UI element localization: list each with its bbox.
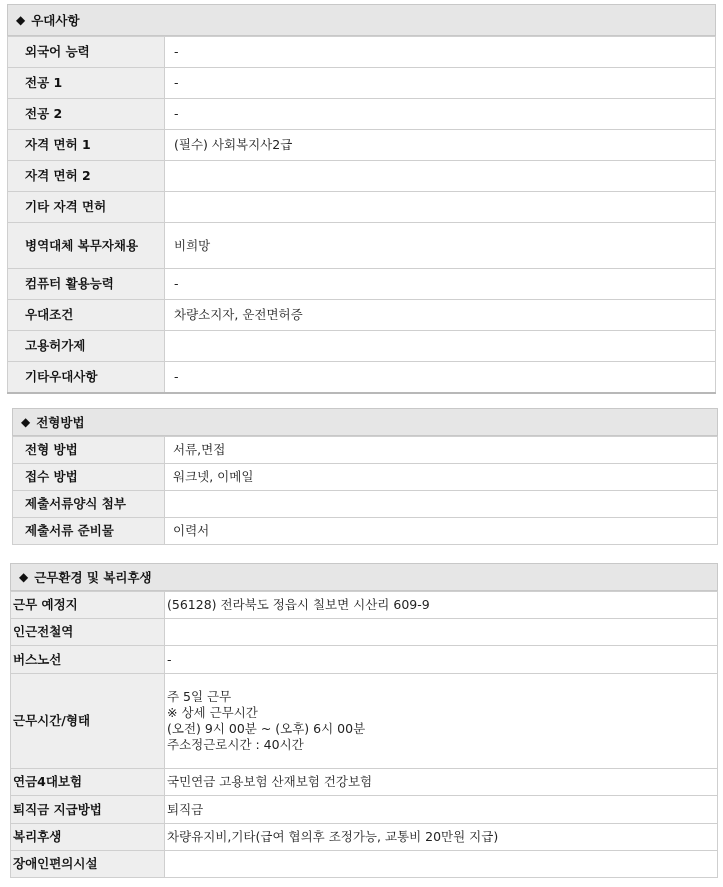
row-value: (필수) 사회복지사2급 — [165, 130, 716, 161]
row-label: 자격 면허 2 — [8, 161, 165, 192]
work-hours-line: 주소정근로시간 : 40시간 — [167, 737, 304, 752]
row-value — [165, 161, 716, 192]
row-label: 전공 1 — [8, 68, 165, 99]
work-hours-line: (오전) 9시 00분 ~ (오후) 6시 00분 — [167, 721, 366, 736]
row-label: 우대조건 — [8, 300, 165, 331]
table-row — [11, 796, 718, 824]
row-value — [165, 619, 718, 646]
table-row — [11, 619, 718, 646]
row-value — [165, 331, 716, 362]
row-value: - — [165, 99, 716, 130]
work-hours-line: ※ 상세 근무시간 — [167, 705, 258, 720]
row-label: 퇴직금 지급방법 — [11, 796, 165, 824]
row-label: 컴퓨터 활용능력 — [8, 269, 165, 300]
row-label: 접수 방법 — [13, 464, 165, 491]
table-row — [11, 646, 718, 674]
table-row — [8, 331, 716, 362]
work-environment-title: 근무환경 및 복리후생 — [34, 570, 152, 585]
table-row — [11, 592, 718, 619]
row-value: 차량유지비,기타(급여 협의후 조정가능, 교통비 20만원 지급) — [165, 824, 718, 851]
row-label: 병역대체 복무자채용 — [8, 223, 165, 269]
table-row — [13, 437, 718, 464]
row-value: 비희망 — [165, 223, 716, 269]
preferences-header — [7, 4, 716, 36]
row-label: 고용허가제 — [8, 331, 165, 362]
row-value — [165, 491, 718, 518]
table-row — [11, 674, 718, 769]
table-row — [8, 223, 716, 269]
table-row — [8, 161, 716, 192]
table-row — [8, 99, 716, 130]
row-value: - — [165, 646, 718, 674]
row-label: 기타우대사항 — [8, 362, 165, 393]
preferences-section — [7, 4, 716, 394]
row-value: - — [165, 269, 716, 300]
preferences-table — [7, 36, 716, 394]
row-value — [165, 851, 718, 878]
row-label: 복리후생 — [11, 824, 165, 851]
row-value: - — [165, 37, 716, 68]
row-label: 자격 면허 1 — [8, 130, 165, 161]
row-value: 이력서 — [165, 518, 718, 545]
row-label: 외국어 능력 — [8, 37, 165, 68]
preferences-title: 우대사항 — [31, 13, 80, 28]
row-value: 서류,면접 — [165, 437, 718, 464]
table-row — [8, 37, 716, 68]
row-value — [165, 192, 716, 223]
table-row — [11, 824, 718, 851]
table-row — [13, 491, 718, 518]
table-row — [11, 851, 718, 878]
row-label: 제출서류 준비물 — [13, 518, 165, 545]
row-label: 제출서류양식 첨부 — [13, 491, 165, 518]
row-label: 인근전철역 — [11, 619, 165, 646]
table-row — [11, 769, 718, 796]
work-hours-line: 주 5일 근무 — [167, 689, 232, 704]
row-value: (56128) 전라북도 정읍시 칠보면 시산리 609-9 — [165, 592, 718, 619]
diamond-bullet-icon: ◆ — [19, 570, 29, 584]
row-label: 근무 예정지 — [11, 592, 165, 619]
table-row — [8, 362, 716, 393]
row-label: 연금4대보험 — [11, 769, 165, 796]
work-environment-header — [10, 563, 718, 591]
table-row — [8, 300, 716, 331]
work-hours-value — [165, 674, 718, 769]
table-row — [8, 130, 716, 161]
work-environment-table — [10, 591, 718, 878]
row-label: 장애인편의시설 — [11, 851, 165, 878]
row-label: 근무시간/형태 — [11, 674, 165, 769]
table-row — [13, 464, 718, 491]
table-row — [8, 269, 716, 300]
table-row — [8, 68, 716, 99]
selection-section — [12, 408, 718, 545]
selection-header — [12, 408, 718, 436]
row-value: - — [165, 362, 716, 393]
row-label: 버스노선 — [11, 646, 165, 674]
row-label: 기타 자격 면허 — [8, 192, 165, 223]
diamond-bullet-icon: ◆ — [16, 13, 26, 27]
row-value: 퇴직금 — [165, 796, 718, 824]
table-row — [8, 192, 716, 223]
row-label: 전형 방법 — [13, 437, 165, 464]
selection-table — [12, 436, 718, 545]
table-row — [13, 518, 718, 545]
row-value: 국민연금 고용보험 산재보험 건강보험 — [165, 769, 718, 796]
row-value: 차량소지자, 운전면허증 — [165, 300, 716, 331]
selection-title: 전형방법 — [36, 415, 85, 430]
row-value: 워크넷, 이메일 — [165, 464, 718, 491]
diamond-bullet-icon: ◆ — [21, 415, 31, 429]
row-value: - — [165, 68, 716, 99]
work-environment-section — [10, 563, 718, 878]
row-label: 전공 2 — [8, 99, 165, 130]
